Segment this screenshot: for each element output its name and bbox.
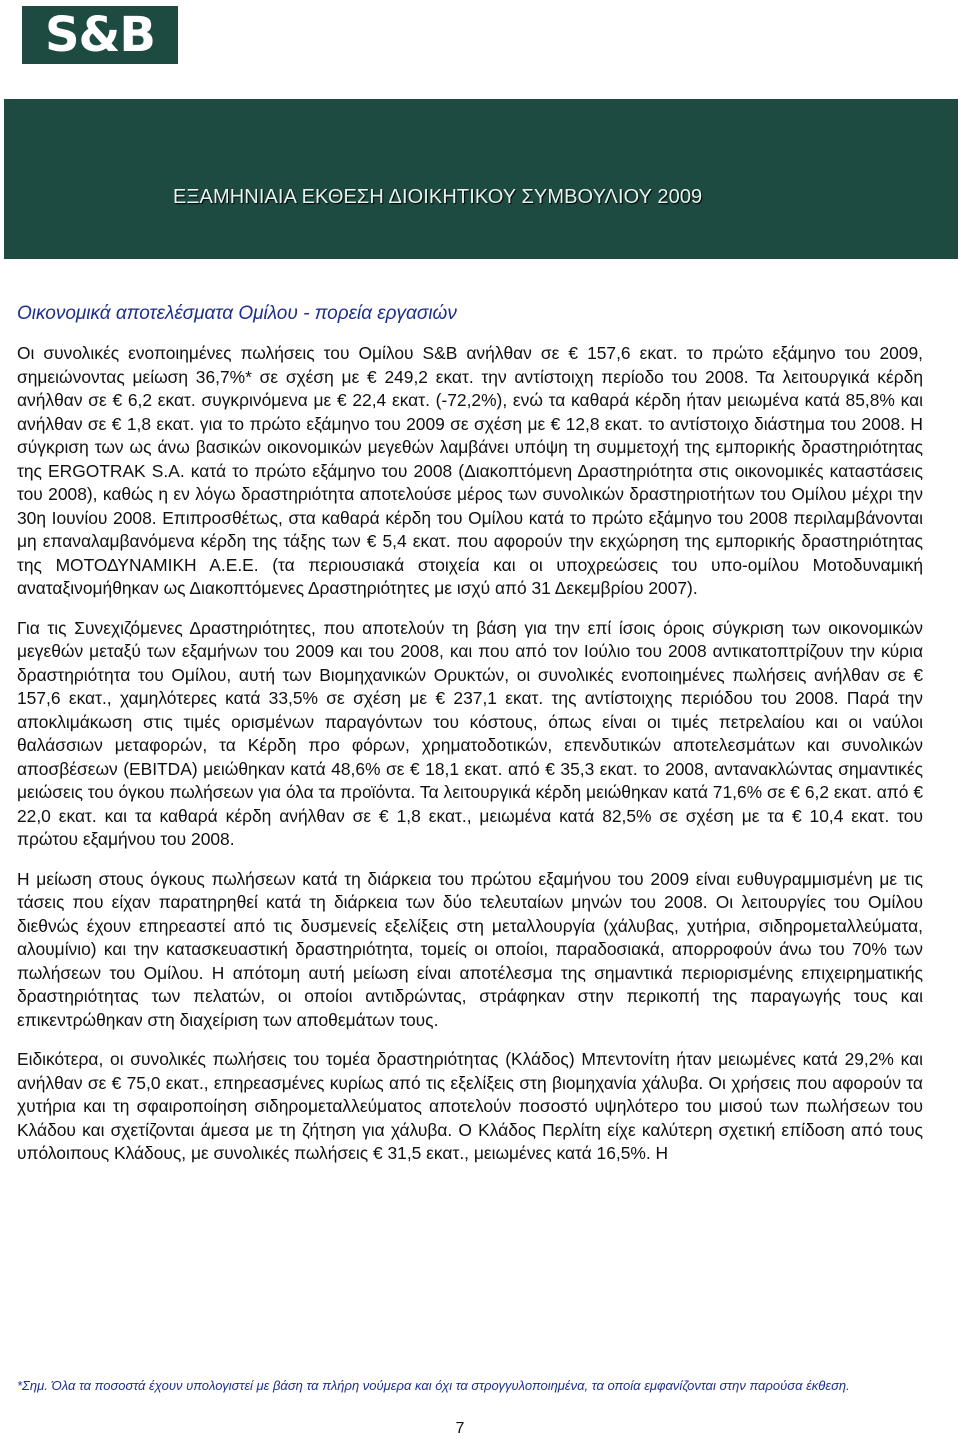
report-title: ΕΞΑΜΗΝΙΑΙΑ ΕΚΘΕΣΗ ΔΙΟΙΚΗΤΙΚΟΥ ΣΥΜΒΟΥΛΙΟΥ 2009 [173,186,703,208]
paragraph-4: Ειδικότερα, οι συνολικές πωλήσεις του τομέα δραστηριότητας (Κλάδος) Μπεντονίτη ήταν μειωμένες κατά 29,2% και ανήλθαν σε € 75,0 εκατ., επηρεασμένες κυρίως από τις εξελίξεις στη βιομηχανία χάλυβα. Οι χρήσεις που αφορούν τα χυτήρια και τη σφαιροποίηση σιδηρομεταλλεύματος αποτελούν ποσοστό υψηλότερο του μισού των πωλήσεων του Κλάδου και σχετίζονται άμεσα με τη ζήτηση για χάλυβα. Ο Κλάδος Περλίτη είχε καλύτερη σχετική επίδοση από τους υπόλοιπους Κλάδους, με συνολικές πωλήσεις € 31,5 εκατ., μειωμένες κατά 16,5%. Η [17,1049,923,1163]
footnote: *Σημ. Όλα τα ποσοστά έχουν υπολογιστεί με βάση τα πλήρη νούμερα και όχι τα στρογγυλοποιημένα, τα οποία εμφανίζονται στην παρούσα έκθεση. [17,1378,850,1393]
section-heading: Οικονομικά αποτελέσματα Ομίλου - πορεία εργασιών [17,303,457,324]
paragraph-1: Οι συνολικές ενοποιημένες πωλήσεις του Ομίλου S&B ανήλθαν σε € 157,6 εκατ. το πρώτο εξάμηνο του 2009, σημειώνοντας μείωση 36,7%* σε σχέση με € 249,2 εκατ. την αντίστοιχη περίοδο του 2008. Τα λειτουργικά κέρδη ανήλθαν σε € 6,2 εκατ. συγκρινόμενα με € 22,4 εκατ. (-72,2%), ενώ τα καθαρά κέρδη ήταν μειωμένα κατά 85,8% και ανήλθαν σε € 1,8 εκατ. για το πρώτο εξάμηνο του 2009 σε σχέση με € 12,8 εκατ. το αντίστοιχο διάστημα του 2008. Η σύγκριση των ως άνω βασικών οικονομικών μεγεθών λαμβάνει υπόψη τη συμμετοχή της εμπορικής δραστηριότητας της ERGOTRAK S.A. κατά το πρώτο εξάμηνο του 2008 (Διακοπτόμενη Δραστηριότητα στις οικονομικές καταστάσεις του 2008), καθώς η εν λόγω δραστηριότητα αποτελούσε μέρος των συνολικών δραστηριοτήτων του Ομίλου μέχρι την 30η Ιουνίου 2008. Επιπροσθέτως, στα καθαρά κέρδη του Ομίλου κατά το πρώτο εξάμηνο του 2008 περιλαμβάνονται μη επαναλαμβανόμενα κέρδη της τάξης των € 5,4 εκατ. που αφορούν την εκχώρηση της εμπορικής δραστηριότητας της ΜΟΤΟΔΥΝΑΜΙΚΗ Α.Ε.Ε. (τα περιουσιακά στοιχεία και οι υποχρεώσεις του υπο-ομίλου Μοτοδυναμική αναταξινομήθηκαν ως Διακοπτόμενες Δραστηριότητες με ισχύ από 31 Δεκεμβρίου 2007). [17,343,923,598]
company-logo [22,6,178,64]
paragraph-3: Η μείωση στους όγκους πωλήσεων κατά τη διάρκεια του πρώτου εξαμήνου του 2009 είναι ευθυγραμμισμένη με τις τάσεις που είχαν παρατηρηθεί κατά τη διάρκεια των δύο τελευταίων μηνών του 2008. Οι λειτουργίες του Ομίλου διεθνώς έχουν επηρεαστεί από τις δυσμενείς εξελίξεις στη μεταλλουργία (χάλυβας, χυτήρια, σιδηρομεταλλεύματα, αλουμίνιο) και την κατασκευαστική δραστηριότητα, τομείς οι οποίοι, παραδοσιακά, απορροφούν άνω του 70% των πωλήσεων του Ομίλου. Η απότομη αυτή μείωση είναι αποτέλεσμα της σημαντικά περιορισμένης επιχειρηματικής δραστηριότητας των πελατών, οι οποίοι αντιδρώντας, στράφηκαν στην περικοπή της παραγωγής τους και επικεντρώθηκαν στη διαχείριση των αποθεμάτων τους. [17,868,923,1030]
page-number: 7 [455,1420,465,1437]
report-body [17,342,923,1182]
paragraph-2: Για τις Συνεχιζόμενες Δραστηριότητες, που αποτελούν τη βάση για την επί ίσοις όροις σύγκριση των οικονομικών μεγεθών μεταξύ των εξαμήνων του 2009 και του 2008, και που από τον Ιούλιο του 2008 αντικατοπτρίζουν την κύρια δραστηριότητα του Ομίλου, αυτή των Βιομηχανικών Ορυκτών, οι συνολικές ενοποιημένες πωλήσεις ανήλθαν σε € 157,6 εκατ., χαμηλότερες κατά 33,5% σε σχέση με € 237,1 εκατ. της αντίστοιχης περιόδου του 2008. Παρά την αποκλιμάκωση στις τιμές ορισμένων παραγόντων του κόστους, όπως είναι οι τιμές πετρελαίου και οι ναύλοι θαλάσσιων μεταφορών, τα Κέρδη προ φόρων, χρηματοδοτικών, επενδυτικών αποτελεσμάτων και συνολικών αποσβέσεων (EBITDA) μειώθηκαν κατά 48,6% σε € 18,1 εκατ. από € 35,3 εκατ. το 2008, αντανακλώντας σημαντικές μειώσεις του όγκου πωλήσεων για όλα τα προϊόντα. Τα λειτουργικά κέρδη μειώθηκαν κατά 71,6% σε € 6,2 εκατ. από € 22,0 εκατ. και τα καθαρά κέρδη ανήλθαν σε € 1,8 εκατ., μειωμένα κατά 82,5% σε σχέση με τα € 10,4 εκατ. του πρώτου εξαμήνου του 2008. [17,617,923,849]
report-banner [4,99,958,259]
logo-text: S&B [44,7,155,63]
